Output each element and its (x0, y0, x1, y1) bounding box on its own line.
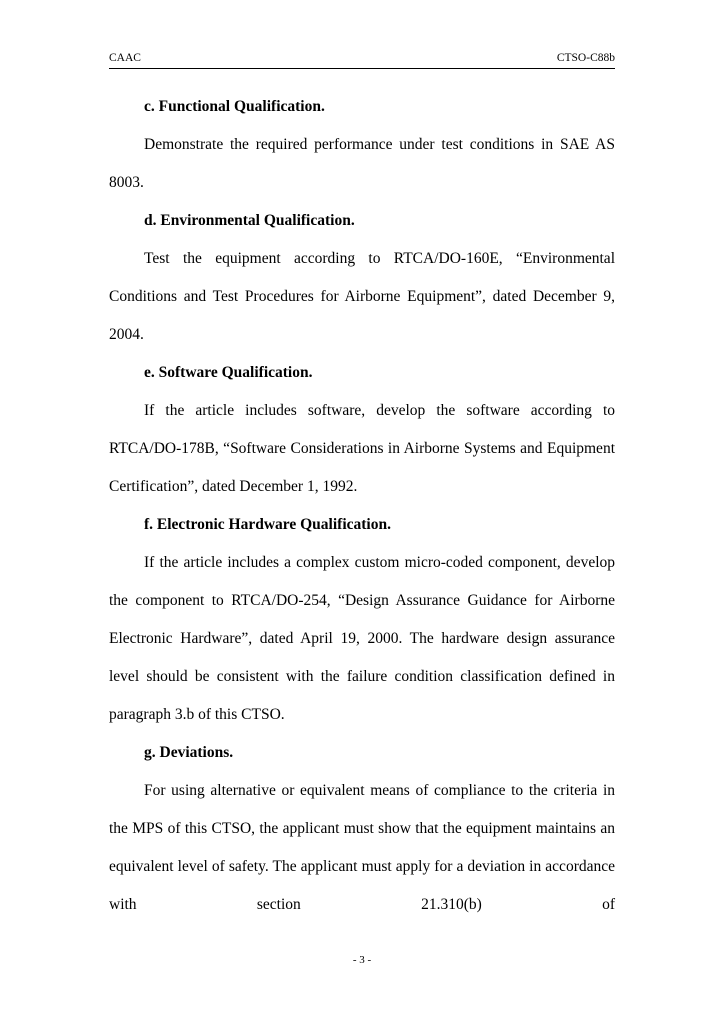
section-heading-functional-qualification: c. Functional Qualification. (144, 98, 325, 115)
page-number: - 3 - (352, 954, 372, 966)
section-heading-software-qualification: e. Software Qualification. (144, 364, 313, 381)
section-heading-environmental-qualification: d. Environmental Qualification. (144, 212, 355, 229)
header-organization: CAAC (109, 52, 141, 64)
section-text-electronic-hardware-qualification: If the article includes a complex custom micro-coded component, develop the component to RTCA/DO-254, “Design Assurance Guidance for Airborne Electronic Hardware”, dated April 19, 2000. The hardware design assurance level should be consistent with the failure condition classification defined in paragraph 3.b of this CTSO. (109, 554, 615, 723)
section-text-environmental-qualification: Test the equipment according to RTCA/DO-160E, “Environmental Conditions and Test Procedures for Airborne Equipment”, dated December 9, 2004. (109, 250, 615, 343)
section-heading-electronic-hardware-qualification: f. Electronic Hardware Qualification. (144, 516, 391, 533)
section-text-functional-qualification: Demonstrate the required performance under test conditions in SAE AS 8003. (109, 136, 615, 191)
section-text-software-qualification: If the article includes software, develop the software according to RTCA/DO-178B, “Software Considerations in Airborne Systems and Equipment Certification”, dated December 1, 1992. (109, 402, 615, 495)
section-heading-deviations: g. Deviations. (144, 744, 234, 761)
header-document-id: CTSO-C88b (556, 52, 615, 64)
page-header (109, 51, 615, 69)
document-body (109, 88, 615, 924)
section-text-deviations: For using alternative or equivalent means of compliance to the criteria in the MPS of this CTSO, the applicant must show that the equipment maintains an equivalent level of safety. The applicant must apply for a deviation in accordance with section 21.310(b) of (109, 782, 615, 913)
page-footer (0, 953, 724, 967)
